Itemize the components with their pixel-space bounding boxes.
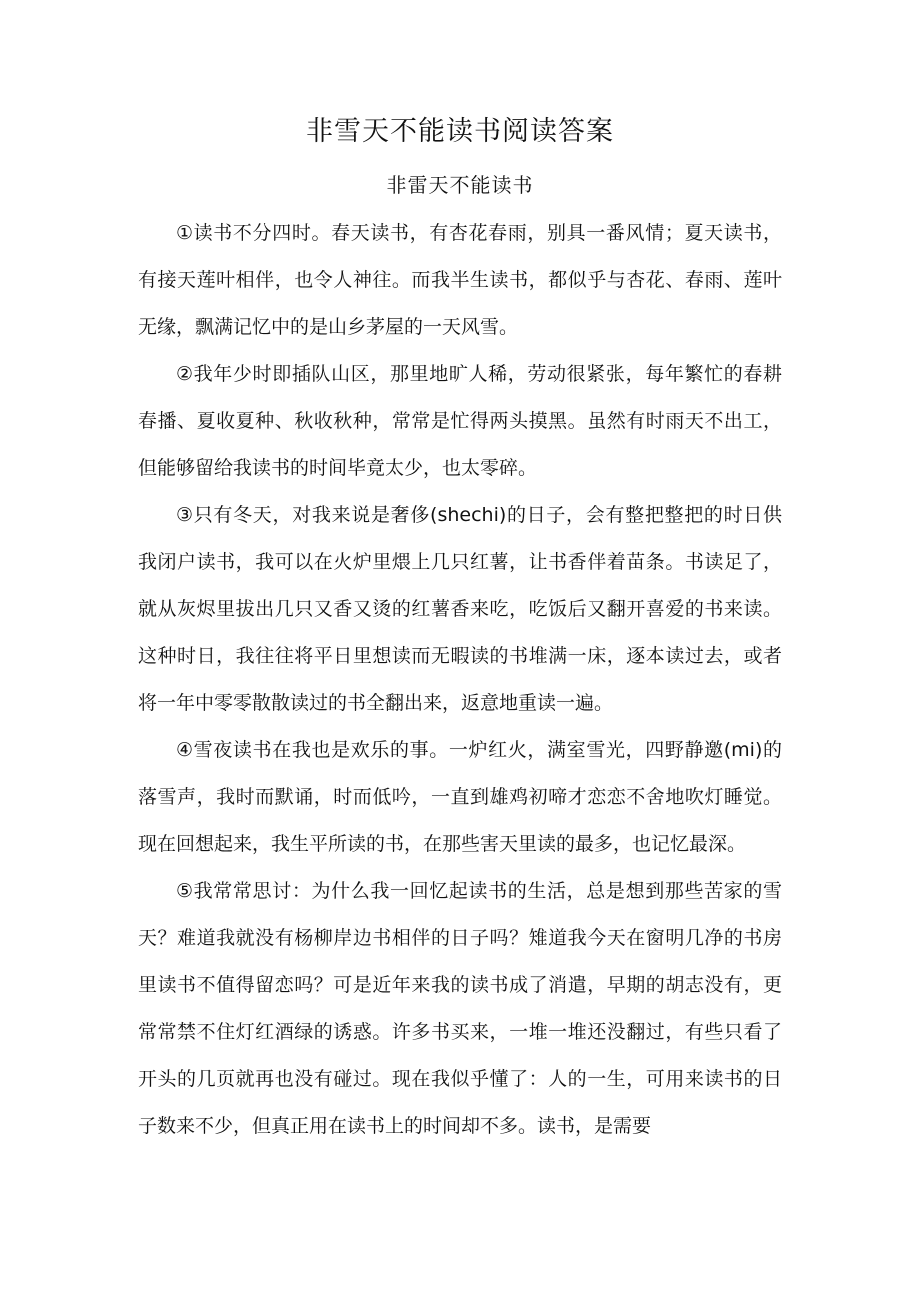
article-body [138, 210, 782, 1150]
paragraph-1: ①读书不分四时。春天读书，有杏花春雨，别具一番风情；夏天读书，有接天莲叶相伴，也令人神往。而我半生读书，都似乎与杏花、春雨、莲叶无缘，飘满记忆中的是山乡茅屋的一天风雪。 [138, 222, 782, 338]
article-title: 非雷天不能读书 [386, 173, 534, 197]
paragraph-3: ③只有冬天，对我来说是奢侈(shechi)的日子，会有整把整把的时日供我闭户读书，我可以在火炉里煨上几只红薯，让书香伴着苗条。书读足了，就从灰烬里拔出几只又香又烫的红薯香来吃，吃饭后又翻开喜爱的书来读。这种时日，我往往将平日里想读而无暇读的书堆满一床，逐本读过去，或者将一年中零零散散读过的书全翻出来，返意地重读一遍。 [138, 504, 782, 714]
document-title: 非雪天不能读书阅读答案 [306, 116, 614, 147]
paragraph-4: ④雪夜读书在我也是欢乐的事。一炉红火，满室雪光，四野静邀(mi)的落雪声，我时而默诵，时而低吟，一直到雄鸡初啼才恋恋不舍地吹灯睡觉。现在回想起来，我生平所读的书，在那些害天里读的最多，也记忆最深。 [138, 739, 782, 855]
paragraph-2: ②我年少时即插队山区，那里地旷人稀，劳动很紧张，每年繁忙的春耕春播、夏收夏种、秋收秋种，常常是忙得两头摸黑。虽然有时雨天不出工，但能够留给我读书的时间毕竟太少，也太零碎。 [138, 363, 782, 479]
paragraph-5: ⑤我常常思讨：为什么我一回忆起读书的生活，总是想到那些苦家的雪天？难道我就没有杨柳岸边书相伴的日子吗？雉道我今天在窗明几净的书房里读书不值得留恋吗？可是近年来我的读书成了消遣，早期的胡志没有，更常常禁不住灯红酒绿的诱惑。许多书买来，一堆一堆还没翻过，有些只看了开头的几页就再也没有碰过。现在我似乎懂了：人的一生，可用来读书的日子数来不少，但真正用在读书上的时间却不多。读书，是需要 [138, 880, 782, 1137]
